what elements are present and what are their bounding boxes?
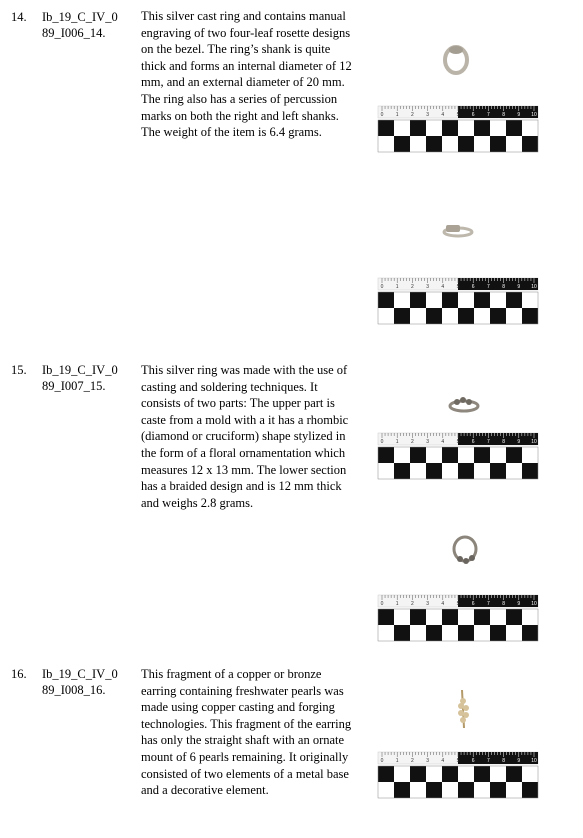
checker-square bbox=[490, 308, 506, 324]
checker-square bbox=[474, 120, 490, 136]
ruler-tick-label: 2 bbox=[411, 112, 414, 118]
ruler-tick-label: 5 bbox=[456, 284, 460, 290]
ruler-tick-label: 3 bbox=[426, 758, 429, 764]
checker-square bbox=[490, 136, 506, 152]
checker-square bbox=[522, 136, 538, 152]
checker-square bbox=[458, 782, 474, 798]
ruler-tick-label: 7 bbox=[487, 112, 490, 118]
ruler-tick-label: 4 bbox=[441, 439, 445, 445]
entry-id: Ib_19_C_IV_0 89_I007_15. bbox=[42, 363, 118, 393]
checker-square bbox=[506, 120, 522, 136]
checker-square bbox=[410, 292, 426, 308]
ruler-tick-label: 6 bbox=[471, 284, 475, 290]
ruler-tick-label: 1 bbox=[395, 601, 399, 607]
checker-square bbox=[394, 625, 410, 641]
ruler-tick-label: 4 bbox=[441, 758, 445, 764]
ruler-tick-label: 6 bbox=[471, 601, 475, 607]
ruler-tick-label: 9 bbox=[517, 601, 521, 607]
checker-square bbox=[426, 782, 442, 798]
ruler-tick-label: 10 bbox=[531, 439, 537, 445]
checker-square bbox=[394, 463, 410, 479]
checker-square bbox=[394, 308, 410, 324]
ruler-tick-label: 8 bbox=[502, 284, 505, 290]
artifact-photo-15b bbox=[360, 501, 556, 653]
checker-square bbox=[442, 609, 458, 625]
measuring-scale bbox=[378, 278, 538, 324]
ruler-tick-label: 3 bbox=[426, 439, 429, 445]
photo-svg bbox=[360, 182, 556, 350]
ruler-tick-label: 6 bbox=[471, 758, 475, 764]
ruler-tick-label: 5 bbox=[456, 601, 460, 607]
ruler-tick-label: 9 bbox=[517, 112, 521, 118]
checker-square bbox=[522, 463, 538, 479]
checker-square bbox=[378, 120, 394, 136]
ruler-tick-label: 4 bbox=[441, 284, 445, 290]
ruler-tick-label: 7 bbox=[487, 284, 490, 290]
ruler-tick-label: 3 bbox=[426, 601, 429, 607]
ring-object bbox=[444, 225, 472, 236]
ruler-tick-label: 8 bbox=[502, 112, 505, 118]
ruler-tick-label: 2 bbox=[411, 439, 414, 445]
entry-description: This fragment of a copper or bronze earring containing freshwater pearls was made using copper casting and forging technologies. This fragment of the earring has only the straight shaft with an ornate mount of 6 pearls remaining. It originally consisted of two elements of a metal base and a decorative element. bbox=[141, 667, 352, 798]
ruler-tick-label: 4 bbox=[441, 601, 445, 607]
checker-square bbox=[442, 766, 458, 782]
entry-id: Ib_19_C_IV_0 89_I006_14. bbox=[42, 10, 118, 40]
checker-square bbox=[426, 625, 442, 641]
checker-square bbox=[490, 782, 506, 798]
checker-square bbox=[458, 463, 474, 479]
ruler-tick-label: 1 bbox=[395, 112, 399, 118]
ruler-tick-label: 9 bbox=[517, 758, 521, 764]
ruler-tick-label: 5 bbox=[456, 112, 460, 118]
ruler-tick-label: 8 bbox=[502, 439, 505, 445]
ruler-tick-label: 2 bbox=[411, 601, 414, 607]
ruler-tick-label: 8 bbox=[502, 601, 505, 607]
ring-object bbox=[454, 537, 476, 564]
photo-svg bbox=[360, 664, 556, 826]
checker-square bbox=[458, 308, 474, 324]
checker-square bbox=[410, 609, 426, 625]
checker-square bbox=[378, 292, 394, 308]
ruler-tick-label: 0 bbox=[380, 601, 384, 607]
ruler-tick-label: 9 bbox=[517, 439, 521, 445]
checker-square bbox=[410, 766, 426, 782]
measuring-scale bbox=[378, 106, 538, 152]
ruler-tick-label: 3 bbox=[426, 112, 429, 118]
ruler-tick-label: 8 bbox=[502, 758, 505, 764]
ruler-tick-label: 5 bbox=[456, 758, 460, 764]
checker-square bbox=[474, 766, 490, 782]
ruler-tick-label: 7 bbox=[487, 601, 490, 607]
checker-square bbox=[522, 308, 538, 324]
artifact-photo-14b bbox=[360, 182, 556, 350]
checker-square bbox=[442, 292, 458, 308]
ruler-tick-label: 10 bbox=[531, 758, 537, 764]
checker-square bbox=[474, 609, 490, 625]
checker-square bbox=[522, 782, 538, 798]
ruler-tick-label: 0 bbox=[380, 758, 384, 764]
checker-square bbox=[474, 292, 490, 308]
ruler-tick-label: 6 bbox=[471, 439, 475, 445]
ruler-tick-label: 0 bbox=[380, 439, 384, 445]
entry-number: 14. bbox=[11, 10, 27, 24]
measuring-scale bbox=[378, 752, 538, 798]
checker-square bbox=[474, 447, 490, 463]
ruler-tick-label: 4 bbox=[441, 112, 445, 118]
checker-square bbox=[490, 625, 506, 641]
ruler-tick-label: 0 bbox=[380, 284, 384, 290]
entry-number: 15. bbox=[11, 363, 27, 377]
checker-square bbox=[410, 120, 426, 136]
checker-square bbox=[506, 766, 522, 782]
artifact-photo-16 bbox=[360, 664, 556, 826]
ruler-tick-label: 10 bbox=[531, 112, 537, 118]
artifact-photo-15a bbox=[360, 361, 556, 496]
ruler-tick-label: 7 bbox=[487, 439, 490, 445]
checker-square bbox=[426, 308, 442, 324]
entry-number: 16. bbox=[11, 667, 27, 681]
checker-square bbox=[506, 447, 522, 463]
ruler-tick-label: 3 bbox=[426, 284, 429, 290]
ring-object bbox=[450, 397, 478, 411]
ruler-tick-label: 0 bbox=[380, 112, 384, 118]
checker-square bbox=[506, 609, 522, 625]
ruler-tick-label: 9 bbox=[517, 284, 521, 290]
checker-square bbox=[442, 120, 458, 136]
ruler-tick-label: 2 bbox=[411, 284, 414, 290]
ruler-tick-label: 2 bbox=[411, 758, 414, 764]
ruler-tick-label: 6 bbox=[471, 112, 475, 118]
checker-square bbox=[442, 447, 458, 463]
ruler-tick-label: 5 bbox=[456, 439, 460, 445]
checker-square bbox=[426, 463, 442, 479]
ruler-tick-label: 10 bbox=[531, 601, 537, 607]
earring-object bbox=[458, 690, 469, 728]
photo-svg bbox=[360, 501, 556, 653]
ruler-tick-label: 1 bbox=[395, 758, 399, 764]
ruler-tick-label: 1 bbox=[395, 284, 399, 290]
checker-square bbox=[458, 625, 474, 641]
entry-id: Ib_19_C_IV_0 89_I008_16. bbox=[42, 667, 118, 697]
checker-square bbox=[378, 609, 394, 625]
entry-description: This silver ring was made with the use of casting and soldering techniques. It consists of two parts: The upper part is caste from a mold with a it has a rhombic (diamond or cruciform) shape stylized in the form of a floral ornamentation which measures 12 x 13 mm. The lower section has a braided design and is 12 mm thick and weighs 2.8 grams. bbox=[141, 363, 349, 510]
checker-square bbox=[506, 292, 522, 308]
artifact-photo-14a bbox=[360, 8, 556, 176]
checker-square bbox=[490, 463, 506, 479]
checker-square bbox=[458, 136, 474, 152]
checker-square bbox=[426, 136, 442, 152]
ring-object bbox=[445, 46, 467, 73]
measuring-scale bbox=[378, 595, 538, 641]
checker-square bbox=[378, 447, 394, 463]
checker-square bbox=[378, 766, 394, 782]
checker-square bbox=[410, 447, 426, 463]
checker-square bbox=[394, 782, 410, 798]
ruler-tick-label: 10 bbox=[531, 284, 537, 290]
photo-svg bbox=[360, 361, 556, 496]
checker-square bbox=[522, 625, 538, 641]
ruler-tick-label: 7 bbox=[487, 758, 490, 764]
ruler-tick-label: 1 bbox=[395, 439, 399, 445]
photo-svg bbox=[360, 8, 556, 176]
checker-square bbox=[394, 136, 410, 152]
entry-description: This silver cast ring and contains manual engraving of two four-leaf rosette designs on the bezel. The ring’s shank is quite thick and forms an internal diameter of 12 mm, and an external diameter of 20 mm. The ring also has a series of percussion marks on both the right and left shanks. The weight of the item is 6.4 grams. bbox=[141, 9, 352, 140]
measuring-scale bbox=[378, 433, 538, 479]
